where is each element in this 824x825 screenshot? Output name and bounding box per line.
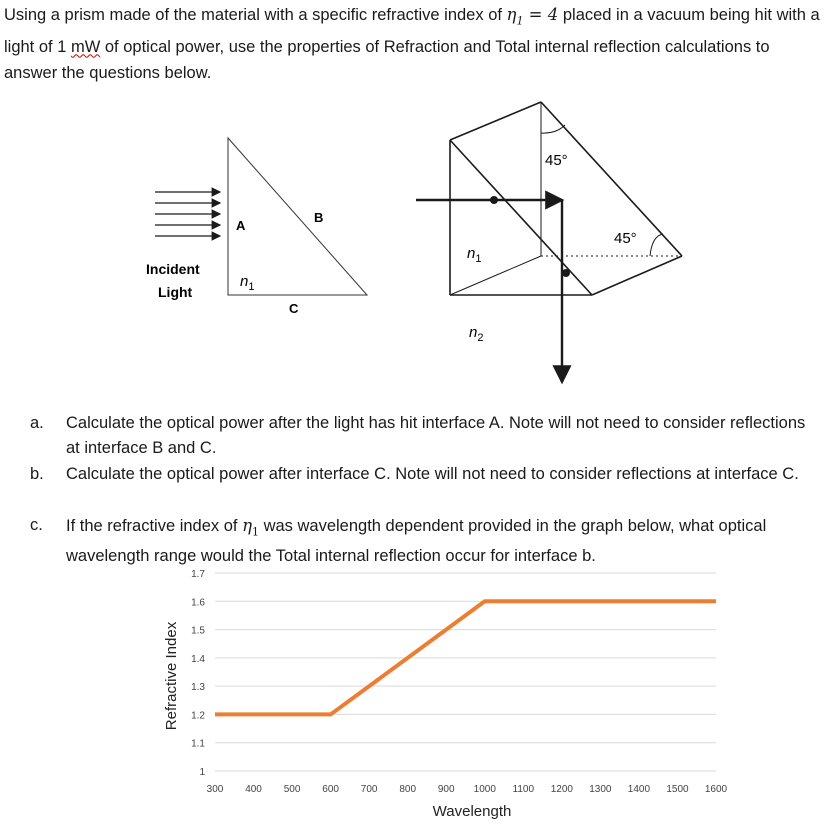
x-tick-label: 1500	[666, 784, 689, 795]
question-c-marker: c.	[30, 516, 43, 534]
n2-label: n	[469, 324, 478, 341]
eta-subscript: 1	[516, 14, 524, 28]
reflection-point	[562, 269, 570, 277]
n1-subscript: 1	[248, 281, 255, 293]
prism-2d	[228, 138, 367, 295]
y-tick-label: 1.2	[191, 710, 205, 722]
x-tick-label: 1600	[704, 784, 728, 795]
prism-3d	[450, 102, 682, 295]
svg-text:n2	[469, 324, 483, 344]
x-tick-label: 600	[322, 784, 339, 795]
n1-label: n	[240, 273, 249, 290]
angle-right-label: 45°	[614, 230, 637, 247]
question-c-eta-subscript: 1	[251, 525, 259, 539]
question-c-text-before: If the refractive index of	[66, 517, 243, 535]
x-tick-label: 300	[206, 784, 224, 795]
x-tick-labels	[207, 784, 728, 795]
eta-symbol: η	[506, 5, 517, 24]
x-tick-label: 700	[360, 784, 378, 795]
question-b-marker: b.	[30, 465, 44, 483]
x-tick-label: 900	[437, 784, 455, 795]
incident-arrows	[155, 192, 220, 236]
problem-statement	[4, 2, 820, 86]
x-tick-label: 1300	[589, 784, 612, 795]
y-tick-label: 1.4	[191, 653, 205, 665]
refractive-index-chart	[150, 560, 750, 822]
interface-b-label: B	[314, 210, 324, 225]
question-c-text-after: was wavelength dependent provided in the graph below, what optical wavelength range would the Total internal reflection occur for interface b.	[66, 517, 767, 566]
question-a-marker: a.	[30, 414, 44, 432]
incident-label-line1: Incident	[146, 261, 200, 277]
entry-point	[490, 196, 498, 204]
eta-value: = 4	[523, 5, 559, 24]
intro-part3: of optical power, use the properties of Refraction and Total internal reflection calculations to answer the questions below.	[4, 38, 770, 83]
x-tick-label: 1100	[512, 784, 535, 795]
angle-arc-top	[541, 125, 565, 133]
intro-part1: Using a prism made of the material with a specific refractive index of	[4, 6, 507, 24]
y-tick-label: 1.7	[191, 569, 205, 580]
question-b-text: Calculate the optical power after interface C. Note will not need to consider reflections at interface C.	[66, 465, 799, 483]
x-tick-label: 800	[399, 784, 417, 795]
n1-right-label: n	[467, 245, 476, 262]
angle-arc-right	[650, 234, 663, 256]
x-tick-label: 400	[245, 784, 262, 795]
y-tick-label: 1.6	[191, 597, 205, 609]
question-c-eta: η	[242, 516, 252, 535]
n1-right-subscript: 1	[475, 253, 482, 265]
angle-top-label: 45°	[545, 152, 568, 169]
x-axis-label: Wavelength	[432, 803, 512, 820]
x-tick-label: 1000	[473, 784, 496, 795]
light-path	[416, 200, 562, 382]
x-tick-label: 1400	[627, 784, 651, 795]
x-tick-label: 500	[283, 784, 301, 795]
power-unit: mW	[70, 38, 101, 57]
y-tick-label: 1.5	[191, 625, 205, 637]
interface-a-label: A	[236, 218, 246, 233]
y-axis-label: Refractive Index	[163, 621, 180, 731]
y-tick-labels	[191, 569, 205, 778]
intro-part2: placed in a vacuum being hit with a light of 1	[4, 6, 820, 57]
prism-diagram	[0, 90, 824, 390]
x-tick-label: 1200	[550, 784, 573, 795]
interface-c-label: C	[289, 301, 299, 316]
svg-text:n1	[240, 273, 254, 293]
svg-text:n1	[467, 245, 481, 265]
n2-subscript: 2	[477, 332, 484, 344]
y-tick-label: 1.3	[191, 682, 205, 694]
incident-label-line2: Light	[158, 284, 193, 300]
question-a-text: Calculate the optical power after the light has hit interface A. Note will not need to consider reflections at interface B and C.	[66, 414, 806, 457]
y-tick-label: 1.1	[191, 738, 205, 750]
y-tick-label: 1	[199, 767, 205, 778]
